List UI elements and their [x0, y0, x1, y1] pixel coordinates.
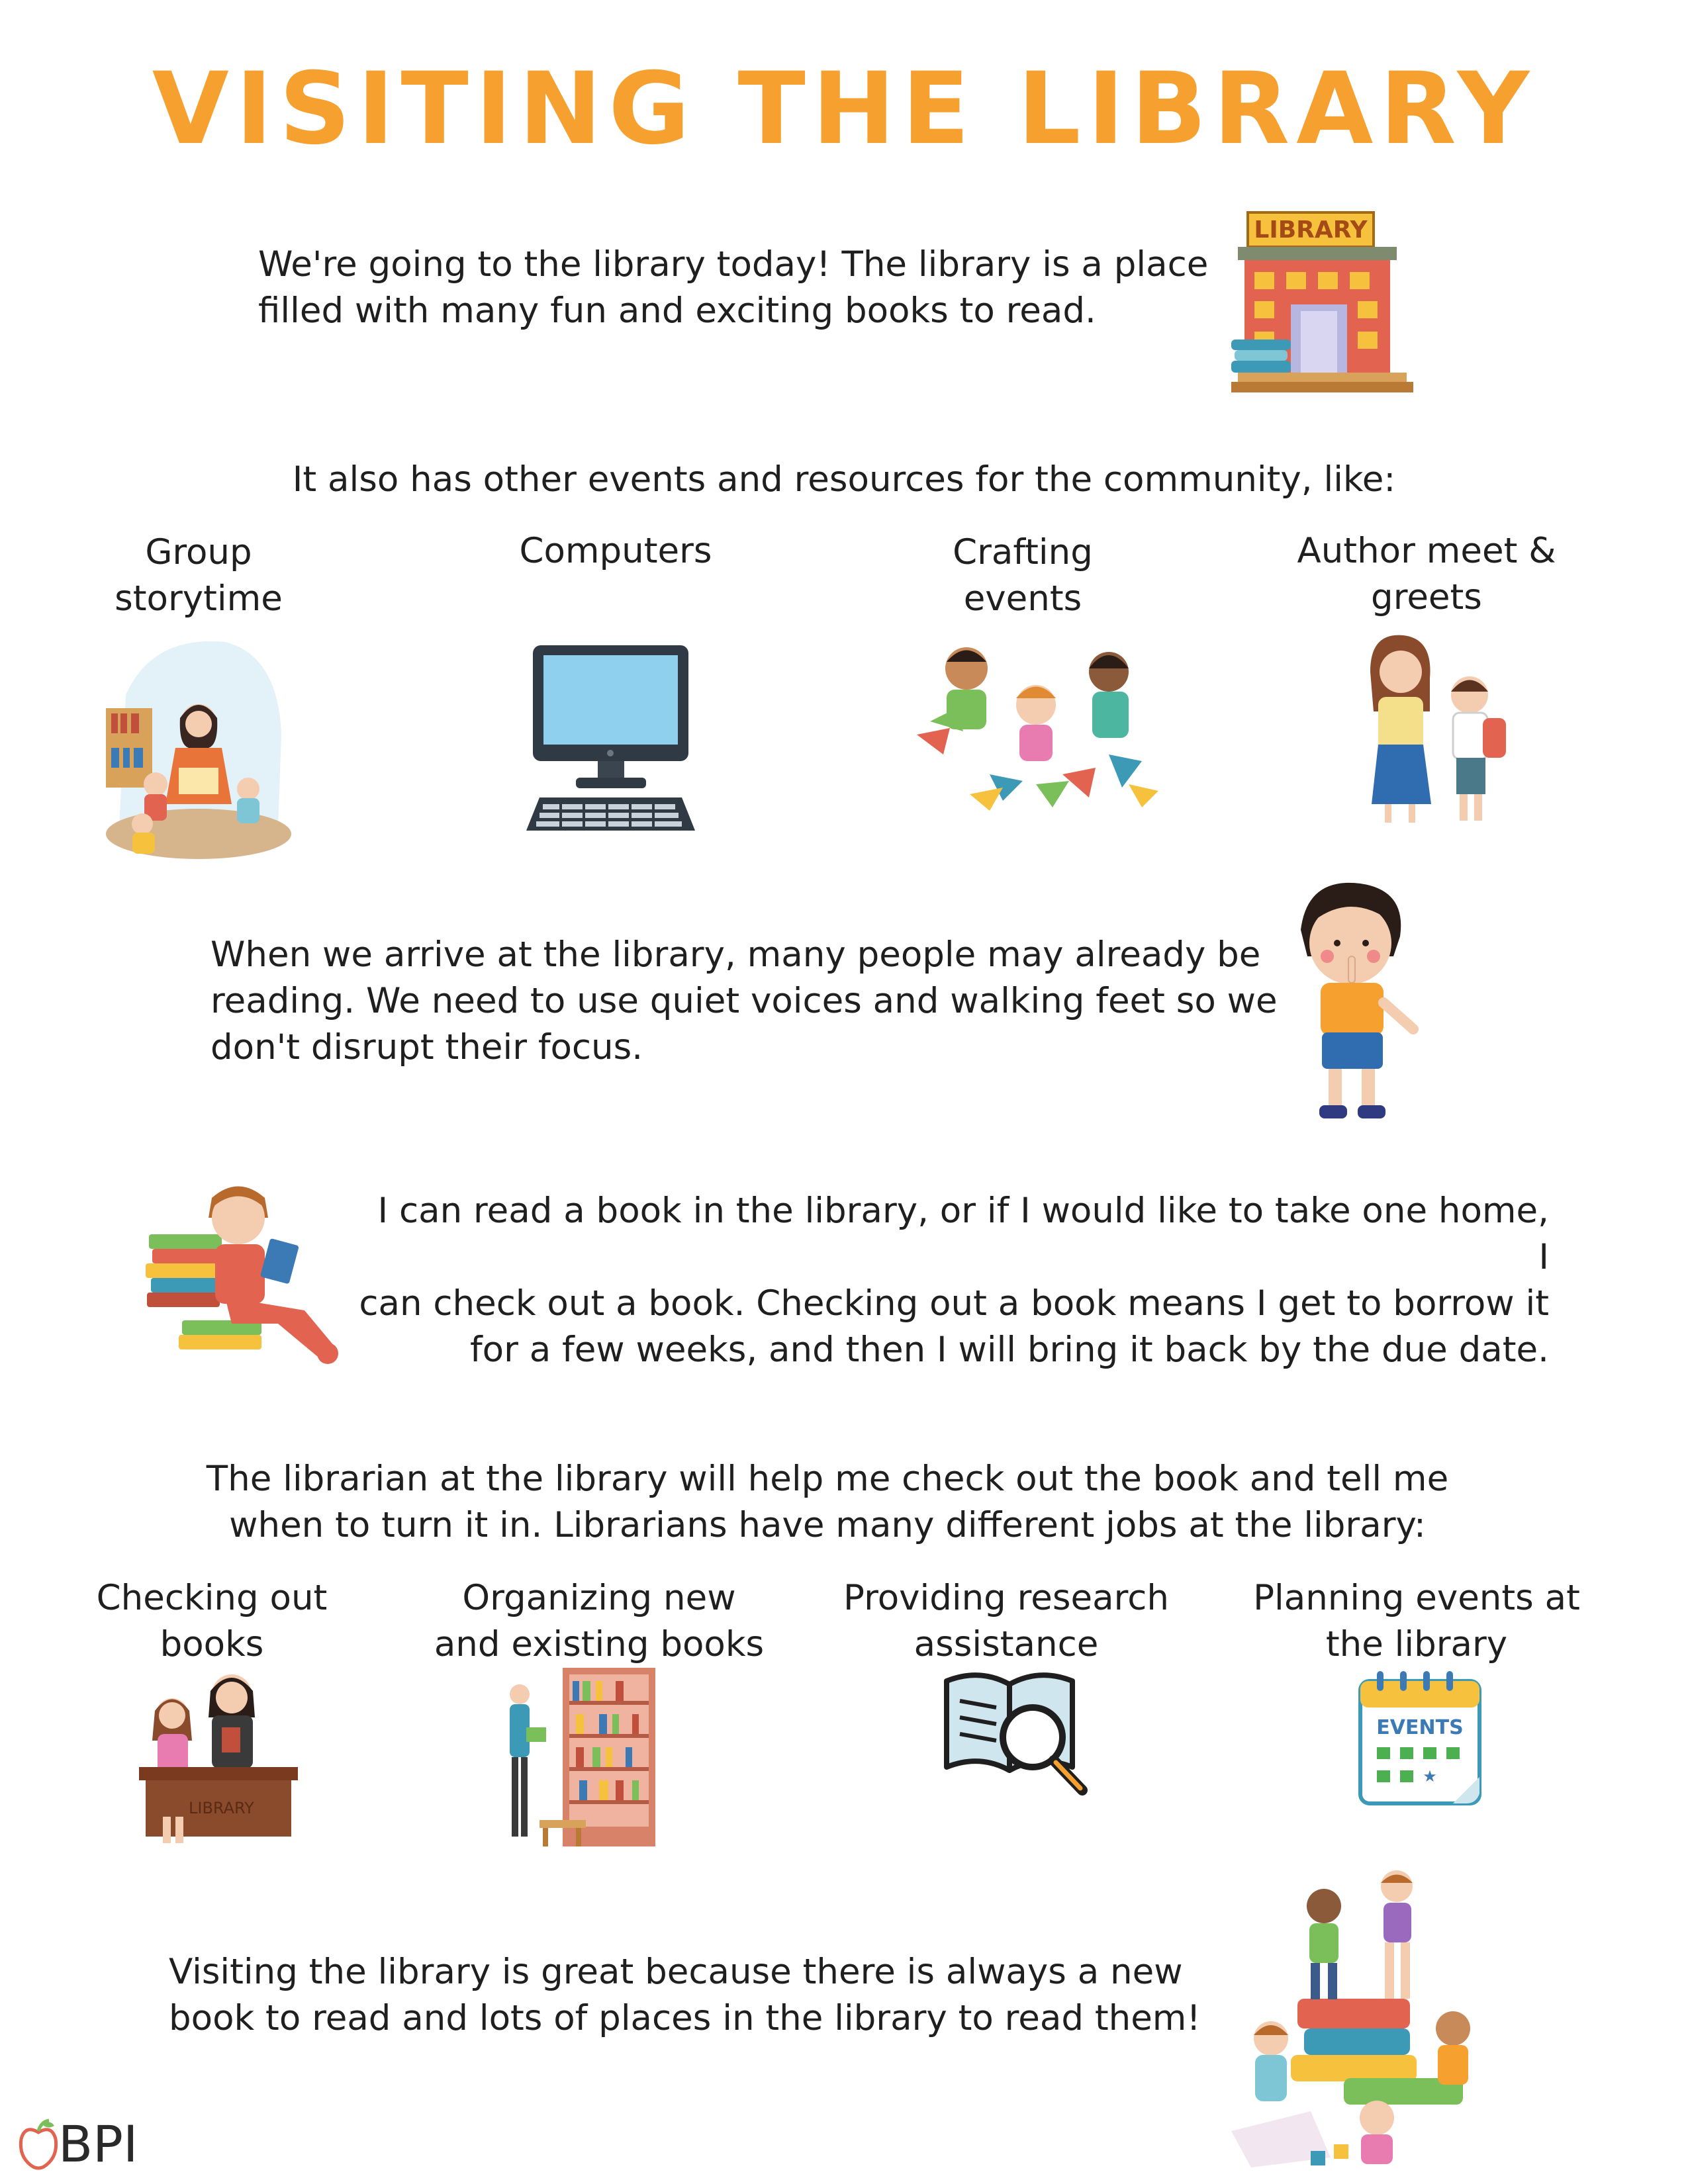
event-label-author: Author meet & greets	[1297, 531, 1556, 617]
library-sign-text: LIBRARY	[1254, 216, 1368, 244]
checkout-paragraph: I can read a book in the library, or if I would like to take one home, I can check out a book. Checking out a book means I get to borrow it for a few weeks, and then I will bring it back by the due date.	[359, 1191, 1549, 1370]
library-building-illustration	[1228, 208, 1420, 397]
events-calendar-icon	[1354, 1668, 1486, 1810]
bpi-logo	[19, 2115, 151, 2174]
closing-paragraph: Visiting the library is great because there is always a new book to read and lots of places in the library to read them!	[169, 1952, 1201, 2038]
desk-sign-text: LIBRARY	[189, 1799, 254, 1817]
event-label-crafting: Crafting events	[953, 532, 1093, 619]
intro-paragraph: We're going to the library today! The library is a place filled with many fun and exciting books to read.	[258, 244, 1209, 331]
crafting-kids-illustration	[910, 642, 1162, 814]
calendar-label: EVENTS	[1376, 1716, 1464, 1739]
event-label-storytime: Group storytime	[115, 532, 283, 619]
events-intro: It also has other events and resources for the community, like:	[292, 459, 1396, 500]
page-title: VISITING THE LIBRARY	[152, 52, 1536, 167]
book-magnifier-icon	[940, 1668, 1092, 1800]
computer-icon	[520, 642, 702, 834]
job-label-organizing: Organizing new and existing books	[434, 1578, 765, 1664]
author-meet-illustration	[1357, 632, 1516, 827]
librarian-intro: The librarian at the library will help me check out the book and tell me when to turn it in. Librarians have many different jobs at the library:	[206, 1459, 1449, 1545]
kids-on-books-illustration	[1211, 1866, 1516, 2171]
logo-text: BPI	[58, 2115, 138, 2173]
job-label-checking-out: Checking out books	[96, 1578, 328, 1664]
svg-text:★: ★	[1423, 1767, 1437, 1786]
job-label-planning: Planning events at the library	[1253, 1578, 1580, 1664]
job-label-research: Providing research assistance	[843, 1578, 1169, 1664]
quiet-boy-illustration	[1288, 877, 1433, 1135]
storytime-illustration	[99, 635, 291, 860]
reading-girl-illustration	[146, 1178, 344, 1370]
bookshelf-illustration	[500, 1668, 659, 1850]
arrive-paragraph: When we arrive at the library, many people may already be reading. We need to use quiet voices and walking feet so we don't disrupt their focus.	[211, 934, 1278, 1068]
event-label-computers: Computers	[519, 531, 712, 571]
checkout-desk-illustration	[139, 1668, 298, 1843]
apple-logo-icon	[19, 2118, 58, 2171]
